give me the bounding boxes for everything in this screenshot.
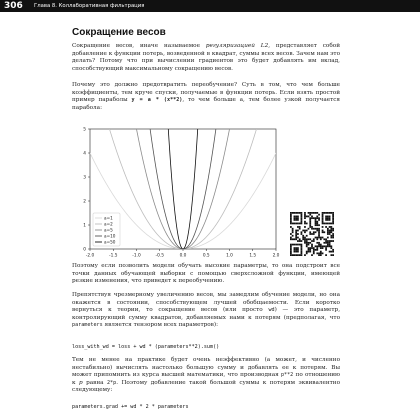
p3-text: Поэтому если позволить модели обучать высокие параметры, то она подстроит все точки данных обучающей выборки с помощью сверхсложной функции, имеющей резкие изменения, что приведет к переобучению. xyxy=(72,263,340,284)
y-tick-label: 0 xyxy=(83,247,86,253)
x-tick-label: 1.5 xyxy=(249,253,257,259)
x-tick-label: 0.0 xyxy=(179,253,187,259)
p4-text-c: является тензором всех параметров): xyxy=(102,322,219,328)
p5-text-d: . Поэтому добавление такой большой суммы к потерям эквивалентно следующему: xyxy=(72,379,341,393)
legend-label: a=1 xyxy=(104,215,113,221)
p5-text-b: по отношению к xyxy=(72,372,340,386)
paragraph-parabola xyxy=(72,82,340,112)
x-tick-label: -1.5 xyxy=(109,253,118,259)
page-header xyxy=(0,0,420,12)
x-tick-label: -0.5 xyxy=(155,253,164,259)
p4-text-a: Препятствуя чрезмерному увеличению весов, мы замедлим обучение модели, но она окажется в состоянии, способствующем лучшей обобщаемости. Если коротко вернуться к теории, то сокращение весов (или просто xyxy=(72,292,340,313)
paragraph-overfitting xyxy=(72,263,340,286)
p5-text-c: равна xyxy=(82,379,107,386)
p1-term-l2: регуляризацией L2 xyxy=(205,43,269,49)
legend-label: a=5 xyxy=(104,227,113,233)
p5-text-a: Тем не менее на практике будет очень неэффективно (а может, и численно нестабильно) вычислять настолько большую сумму и добавлять ее к потерям. Вы может припомнить из курса высшей математики, что производная xyxy=(72,357,340,378)
p4-text-b: ) — это параметр, контролирующий сумму квадратов, добавляемых нами к потерям (предполагая, что xyxy=(72,307,341,321)
p4-code-parameters: parameters xyxy=(72,322,103,328)
qr-code xyxy=(290,212,334,256)
paragraph-intro xyxy=(72,43,340,73)
y-tick-label: 4 xyxy=(83,151,86,157)
y-tick-label: 5 xyxy=(83,127,86,133)
code-grad-update: parameters.grad += wd * 2 * parameters xyxy=(72,404,189,410)
p5-code-2p: 2*p xyxy=(106,379,117,386)
legend-label: a=10 xyxy=(104,233,116,239)
p1-text-a: Сокращение весов, иначе называемое xyxy=(72,43,206,49)
paragraph-gradient xyxy=(72,357,340,395)
p2-text-b: , то чем больше a, тем более узкой получается парабола: xyxy=(72,97,340,111)
legend-label: a=50 xyxy=(104,239,116,245)
x-tick-label: -1.0 xyxy=(132,253,141,259)
p2-code-parabola: y = a * (x**2) xyxy=(131,97,183,103)
x-tick-label: 1.0 xyxy=(226,253,233,259)
legend-label: a=2 xyxy=(104,221,113,227)
paragraph-weight-decay xyxy=(72,292,340,330)
section-title: Сокращение весов xyxy=(72,27,166,38)
x-tick-label: 2.0 xyxy=(272,253,280,259)
parabola-chart xyxy=(74,125,280,260)
p4-code-wd: wd xyxy=(268,307,275,313)
y-tick-label: 2 xyxy=(83,199,86,205)
qr-modules xyxy=(290,212,334,256)
y-tick-label: 3 xyxy=(83,175,86,181)
p2-text-a: Почему это должно предотвратить переобучение? Суть в том, что чем больше коэффициенты, тем круче спуски, получаемые в функции потерь. Если взять простой пример параболы xyxy=(72,82,340,103)
code-loss-with-wd: loss_with_wd = loss + wd * (parameters**2).sum() xyxy=(72,344,220,350)
running-head: Глава 8. Коллаборативная фильтрация xyxy=(34,3,145,9)
p1-text-c: , представляет собой добавление к функции потерь, возведенной в квадрат, суммы всех весов. Зачем нам это делать? Потому что при вычислении градиентов это будет добавлять им вклад, способствующий максимальному сокращению весов. xyxy=(72,43,340,72)
p5-code-p2: p**2 xyxy=(280,372,294,378)
page-number: 306 xyxy=(4,1,23,11)
x-tick-label: 0.5 xyxy=(202,253,210,259)
y-tick-label: 1 xyxy=(83,223,86,229)
p5-var-p: p xyxy=(79,379,83,386)
x-tick-label: -2.0 xyxy=(85,253,95,259)
